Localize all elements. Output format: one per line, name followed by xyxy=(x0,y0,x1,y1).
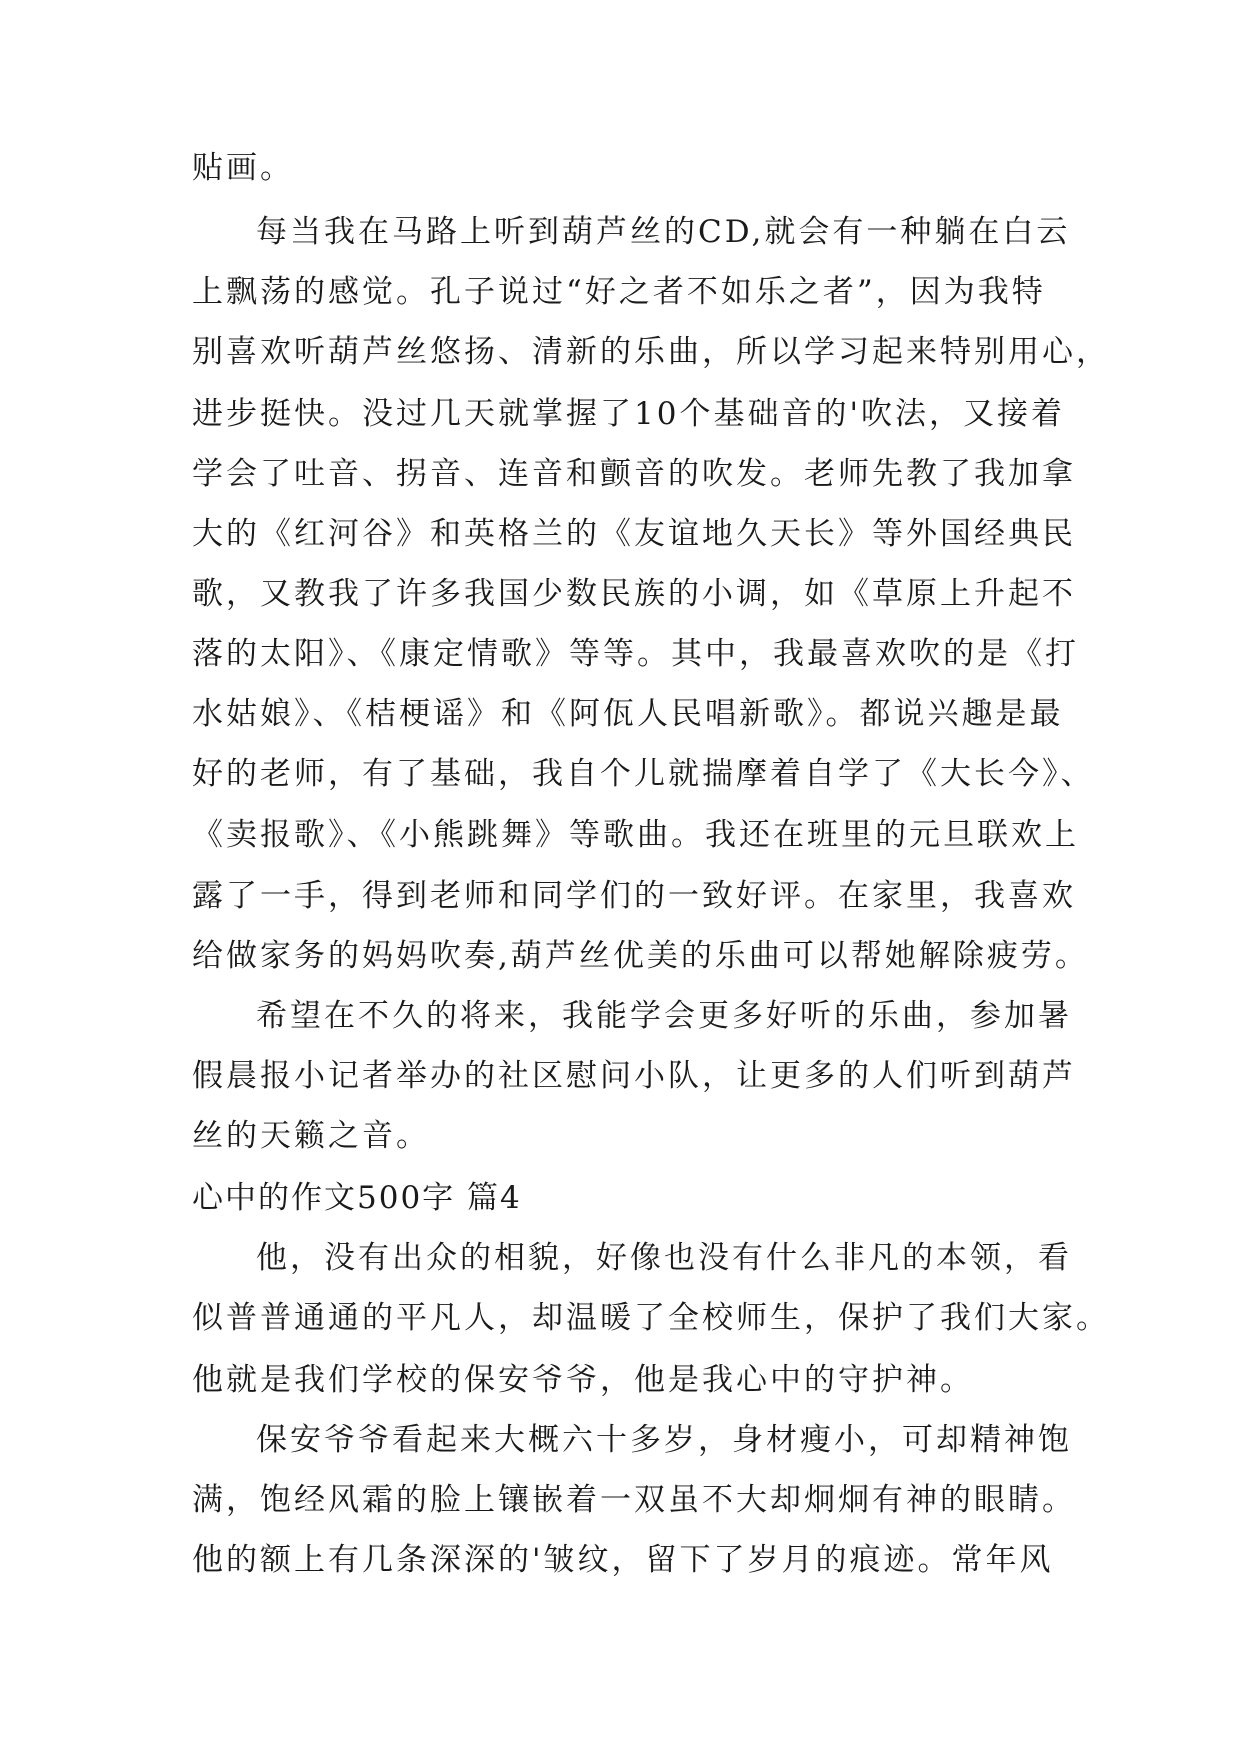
text-line: 他就是我们学校的保安爷爷，他是我心中的守护神。 xyxy=(192,1362,974,1398)
text-line: 贴画。 xyxy=(192,150,294,186)
text-line: 上飘荡的感觉。孔子说过“好之者不如乐之者”，因为我特 xyxy=(192,274,1046,310)
text-line: 似普普通通的平凡人，却温暖了全校师生，保护了我们大家。 xyxy=(192,1300,1110,1336)
text-line: 给做家务的妈妈吹奏,葫芦丝优美的乐曲可以帮她解除疲劳。 xyxy=(192,938,1089,974)
paragraph-first-line: 他，没有出众的相貌，好像也没有什么非凡的本领，看 xyxy=(256,1240,1072,1276)
text-line: 进步挺快。没过几天就掌握了10个基础音的'吹法，又接着 xyxy=(192,396,1065,432)
text-line: 落的太阳》、《康定情歌》等等。其中，我最喜欢吹的是《打 xyxy=(192,636,1079,672)
paragraph-first-line: 每当我在马路上听到葫芦丝的CD,就会有一种躺在白云 xyxy=(256,214,1071,250)
text-line: 他的额上有几条深深的'皱纹，留下了岁月的痕迹。常年风 xyxy=(192,1542,1054,1578)
paragraph-first-line: 保安爷爷看起来大概六十多岁，身材瘦小，可却精神饱 xyxy=(256,1422,1072,1458)
text-line: 水姑娘》、《桔梗谣》和《阿佤人民唱新歌》。都说兴趣是最 xyxy=(192,696,1064,732)
text-line: 露了一手，得到老师和同学们的一致好评。在家里，我喜欢 xyxy=(192,878,1076,914)
text-line: 大的《红河谷》和英格兰的《友谊地久天长》等外国经典民 xyxy=(192,516,1076,552)
text-line: 假晨报小记者举办的社区慰问小队，让更多的人们听到葫芦 xyxy=(192,1058,1076,1094)
text-line: 满，饱经风霜的脸上镶嵌着一双虽不大却炯炯有神的眼睛。 xyxy=(192,1482,1076,1518)
section-heading: 心中的作文500字 篇4 xyxy=(192,1180,522,1216)
text-line: 《卖报歌》、《小熊跳舞》等歌曲。我还在班里的元旦联欢上 xyxy=(192,817,1079,853)
paragraph-first-line: 希望在不久的将来，我能学会更多好听的乐曲，参加暑 xyxy=(256,998,1072,1034)
text-line: 别喜欢听葫芦丝悠扬、清新的乐曲，所以学习起来特别用心， xyxy=(192,334,1110,370)
text-line: 学会了吐音、拐音、连音和颤音的吹发。老师先教了我加拿 xyxy=(192,456,1076,492)
text-line: 丝的天籁之音。 xyxy=(192,1118,430,1154)
text-line: 歌，又教我了许多我国少数民族的小调，如《草原上升起不 xyxy=(192,576,1076,612)
text-line: 好的老师，有了基础，我自个儿就揣摩着自学了《大长今》、 xyxy=(192,756,1095,792)
